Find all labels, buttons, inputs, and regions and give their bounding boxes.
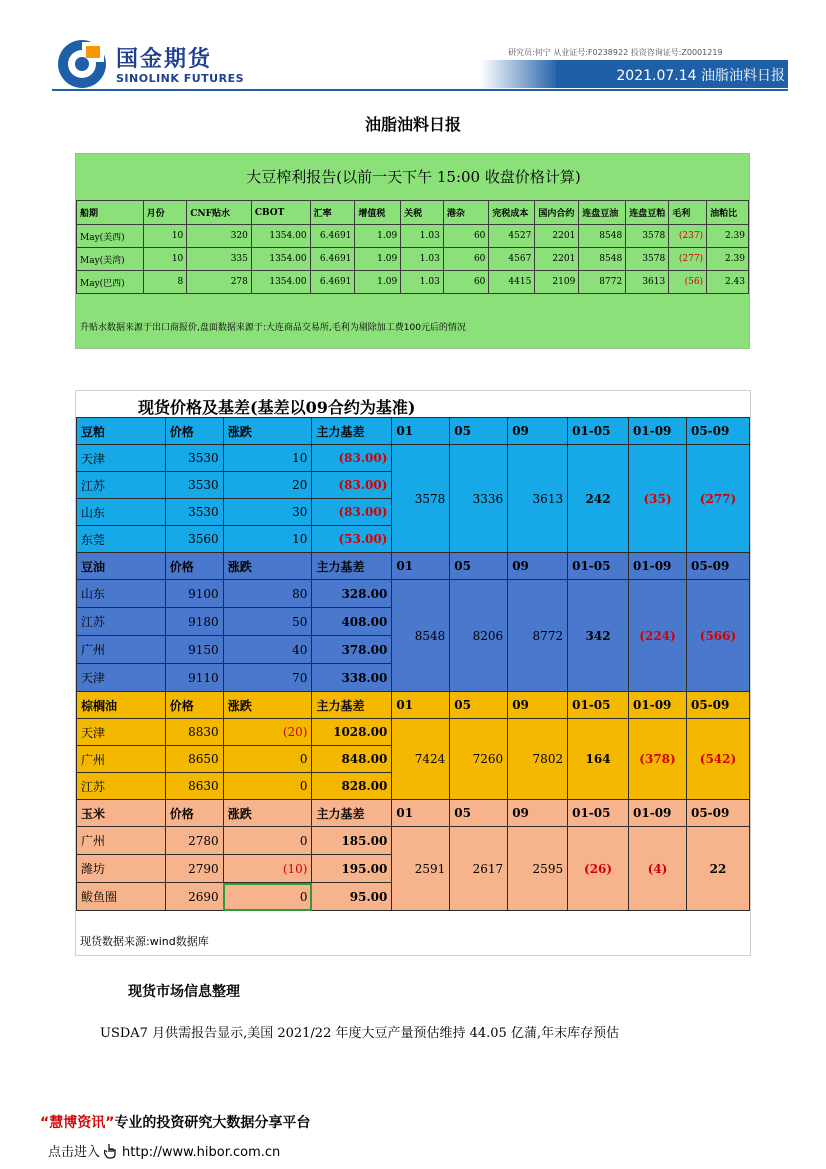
spot-header-cell: 01-05 [568, 553, 629, 580]
footer-slogan [40, 1112, 310, 1132]
spot-header-cell: 09 [508, 692, 568, 719]
crush-table-cell: 3578 [626, 248, 669, 271]
price-change: 0 [223, 773, 312, 800]
crush-table-cell: May(巴西) [77, 271, 144, 294]
spot-header-cell: 价格 [165, 800, 223, 827]
price-change: 20 [223, 472, 312, 499]
spot-price: 9110 [165, 664, 223, 692]
price-change: 0 [223, 746, 312, 773]
crush-header-cell: 连盘豆油 [579, 201, 626, 225]
footer-link-line [48, 1141, 280, 1160]
spot-table-title: 现货价格及基差(基差以09合约为基准) [138, 398, 416, 417]
crush-header-cell: CBOT [251, 201, 310, 225]
spot-header-cell: 01 [392, 800, 450, 827]
price-change: 10 [223, 445, 312, 472]
spot-header-cell: 09 [508, 800, 568, 827]
city-name: 山东 [77, 580, 166, 608]
spot-price: 8650 [165, 746, 223, 773]
city-name: 天津 [77, 664, 166, 692]
spot-header-cell: 价格 [165, 418, 223, 445]
crush-table-cell: 2.39 [707, 225, 749, 248]
main-basis: 378.00 [312, 636, 392, 664]
crush-table-cell: 10 [143, 248, 187, 271]
crush-table-cell: 4415 [489, 271, 535, 294]
spot-header-cell: 01 [392, 692, 450, 719]
city-name: 天津 [77, 719, 166, 746]
spot-price: 8830 [165, 719, 223, 746]
spot-header-cell: 05-09 [686, 800, 749, 827]
commodity-name: 豆粕 [77, 418, 166, 445]
spot-price: 3530 [165, 499, 223, 526]
main-basis: 848.00 [312, 746, 392, 773]
main-basis: 408.00 [312, 608, 392, 636]
spot-header-cell: 01-05 [568, 418, 629, 445]
main-basis: (83.00) [312, 445, 392, 472]
city-name: 鲅鱼圈 [77, 883, 166, 911]
spread-01-09: (224) [629, 580, 687, 692]
city-name: 江苏 [77, 608, 166, 636]
crush-table-header-row [77, 201, 749, 225]
crush-table-cell: (56) [669, 271, 707, 294]
spot-section-header-row [77, 692, 750, 719]
crush-table-cell: 335 [187, 248, 252, 271]
contract-05-price: 2617 [450, 827, 508, 911]
crush-header-cell: 完税成本 [489, 201, 535, 225]
city-name: 广州 [77, 746, 166, 773]
spot-header-cell: 09 [508, 553, 568, 580]
pointer-hand-icon [104, 1143, 118, 1159]
contract-09-price: 2595 [508, 827, 568, 911]
commodity-name: 豆油 [77, 553, 166, 580]
city-name: 东莞 [77, 526, 166, 553]
price-change: (20) [223, 719, 312, 746]
crush-table-cell: 2109 [535, 271, 579, 294]
main-basis: (83.00) [312, 472, 392, 499]
spread-01-05: 242 [568, 445, 629, 553]
crush-header-cell: 港杂 [443, 201, 489, 225]
spot-section-header-row [77, 418, 750, 445]
crush-table-cell: 1354.00 [251, 271, 310, 294]
brand-name-cn: 国金期货 [116, 47, 213, 72]
spot-header-cell: 01 [392, 418, 450, 445]
spot-header-cell: 价格 [165, 553, 223, 580]
spot-header-cell: 09 [508, 418, 568, 445]
spread-01-05: 164 [568, 719, 629, 800]
crush-margin-table [75, 153, 750, 349]
contract-09-price: 3613 [508, 445, 568, 553]
crush-table-cell: 1.09 [355, 248, 401, 271]
footer-link-url[interactable]: http://www.hibor.com.cn [122, 1145, 281, 1160]
main-basis: 828.00 [312, 773, 392, 800]
contract-05-price: 7260 [450, 719, 508, 800]
main-basis: (53.00) [312, 526, 392, 553]
spot-price: 9150 [165, 636, 223, 664]
researcher-info: 研究员:何宁 从业证号:F0238922 投资咨询证号:Z0001219 [508, 48, 723, 57]
crush-table-cell: 8772 [579, 271, 626, 294]
crush-table-cell: May(美湾) [77, 248, 144, 271]
crush-table-cell: 60 [443, 225, 489, 248]
crush-table-cell: (277) [669, 248, 707, 271]
city-name: 江苏 [77, 472, 166, 499]
price-change: 0 [223, 827, 312, 855]
contract-09-price: 7802 [508, 719, 568, 800]
price-change: 40 [223, 636, 312, 664]
spot-price: 9100 [165, 580, 223, 608]
price-change: 30 [223, 499, 312, 526]
spot-data-row [77, 445, 750, 472]
spot-header-cell: 01-09 [629, 692, 687, 719]
crush-table-cell: 3613 [626, 271, 669, 294]
city-name: 广州 [77, 636, 166, 664]
spread-05-09: 22 [686, 827, 749, 911]
main-basis: 338.00 [312, 664, 392, 692]
contract-01-price: 8548 [392, 580, 450, 692]
spot-header-cell: 05 [450, 418, 508, 445]
crush-table-cell: 3578 [626, 225, 669, 248]
crush-table-cell: 2.39 [707, 248, 749, 271]
spot-price-table [75, 390, 751, 956]
city-name: 江苏 [77, 773, 166, 800]
spot-header-cell: 主力基差 [312, 800, 392, 827]
spot-header-cell: 涨跌 [223, 692, 312, 719]
crush-table-cell: 1.03 [401, 225, 444, 248]
header-band-fade [480, 60, 560, 88]
spot-header-cell: 05-09 [686, 418, 749, 445]
price-change: (10) [223, 855, 312, 883]
report-date-title: 2021.07.14 油脂油料日报 [616, 68, 785, 84]
crush-table-cell: 2201 [535, 248, 579, 271]
crush-table-cell: 1354.00 [251, 225, 310, 248]
crush-table-title: 大豆榨利报告(以前一天下午 15:00 收盘价格计算) [246, 168, 581, 186]
crush-header-cell: 月份 [143, 201, 187, 225]
spot-header-cell: 01-05 [568, 800, 629, 827]
city-name: 山东 [77, 499, 166, 526]
crush-table-cell: May(美西) [77, 225, 144, 248]
crush-table-row [77, 248, 749, 271]
crush-table-cell: 1.09 [355, 271, 401, 294]
spot-header-cell: 主力基差 [312, 692, 392, 719]
price-change: 10 [223, 526, 312, 553]
spot-price: 3530 [165, 472, 223, 499]
spread-01-09: (378) [629, 719, 687, 800]
spread-01-09: (35) [629, 445, 687, 553]
footer-link-prefix: 点击进入 [48, 1145, 101, 1160]
crush-table-cell: 278 [187, 271, 252, 294]
main-basis: 185.00 [312, 827, 392, 855]
crush-table-cell: 6.4691 [310, 248, 355, 271]
crush-table-note: 升贴水数据来源于出口商报价,盘面数据来源于:大连商品交易所,毛利为剔除加工费100元后的情况 [80, 323, 466, 333]
spot-data-row [77, 827, 750, 855]
commodity-name: 棕榈油 [77, 692, 166, 719]
crush-table-cell: (237) [669, 225, 707, 248]
spot-data-row [77, 719, 750, 746]
spot-price: 2780 [165, 827, 223, 855]
spread-05-09: (542) [686, 719, 749, 800]
crush-table-grid [76, 200, 749, 294]
crush-table-cell: 2201 [535, 225, 579, 248]
crush-header-cell: CNF贴水 [187, 201, 252, 225]
crush-table-cell: 8 [143, 271, 187, 294]
body-paragraph: USDA7 月供需报告显示,美国 2021/22 年度大豆产量预估维持 44.05 亿蒲,年末库存预估 [100, 1026, 620, 1041]
price-change[interactable]: 0 [223, 883, 312, 911]
footer-slogan-text: 专业的投资研究大数据分享平台 [114, 1115, 311, 1131]
contract-05-price: 3336 [450, 445, 508, 553]
crush-table-cell: 1.03 [401, 248, 444, 271]
spot-price: 3560 [165, 526, 223, 553]
crush-table-cell: 4567 [489, 248, 535, 271]
spread-01-05: 342 [568, 580, 629, 692]
crush-header-cell: 关税 [401, 201, 444, 225]
spot-header-cell: 01-09 [629, 418, 687, 445]
crush-header-cell: 汇率 [310, 201, 355, 225]
section-heading: 现货市场信息整理 [128, 984, 240, 1000]
crush-header-cell: 船期 [77, 201, 144, 225]
spot-section-header-row [77, 800, 750, 827]
spot-price: 3530 [165, 445, 223, 472]
spot-table-grid [76, 417, 750, 911]
crush-table-cell: 6.4691 [310, 225, 355, 248]
crush-header-cell: 连盘豆粕 [626, 201, 669, 225]
sinolink-logo-icon [56, 38, 108, 90]
page-title: 油脂油料日报 [364, 115, 461, 134]
brand-name-en: SINOLINK FUTURES [116, 72, 245, 85]
crush-table-cell: 8548 [579, 248, 626, 271]
spot-header-cell: 01-05 [568, 692, 629, 719]
crush-header-cell: 毛利 [669, 201, 707, 225]
contract-01-price: 7424 [392, 719, 450, 800]
crush-table-cell: 1.09 [355, 225, 401, 248]
crush-table-cell: 1.03 [401, 271, 444, 294]
main-basis: 195.00 [312, 855, 392, 883]
crush-table-cell: 8548 [579, 225, 626, 248]
spot-price: 8630 [165, 773, 223, 800]
spot-header-cell: 涨跌 [223, 800, 312, 827]
price-change: 70 [223, 664, 312, 692]
crush-table-cell: 60 [443, 271, 489, 294]
spot-section-header-row [77, 553, 750, 580]
spot-header-cell: 05-09 [686, 553, 749, 580]
spot-price: 2790 [165, 855, 223, 883]
spot-price: 2690 [165, 883, 223, 911]
spot-header-cell: 01-09 [629, 800, 687, 827]
spot-header-cell: 涨跌 [223, 418, 312, 445]
main-basis: 1028.00 [312, 719, 392, 746]
spot-header-cell: 主力基差 [312, 553, 392, 580]
crush-table-cell: 6.4691 [310, 271, 355, 294]
price-change: 80 [223, 580, 312, 608]
crush-header-cell: 油粕比 [707, 201, 749, 225]
crush-table-row [77, 271, 749, 294]
spot-header-cell: 主力基差 [312, 418, 392, 445]
spot-header-cell: 05 [450, 553, 508, 580]
spot-data-row [77, 580, 750, 608]
crush-table-cell: 320 [187, 225, 252, 248]
spot-header-cell: 05-09 [686, 692, 749, 719]
spread-01-09: (4) [629, 827, 687, 911]
contract-01-price: 2591 [392, 827, 450, 911]
spread-05-09: (566) [686, 580, 749, 692]
main-basis: 95.00 [312, 883, 392, 911]
spot-price: 9180 [165, 608, 223, 636]
city-name: 广州 [77, 827, 166, 855]
crush-header-cell: 国内合约 [535, 201, 579, 225]
contract-09-price: 8772 [508, 580, 568, 692]
city-name: 潍坊 [77, 855, 166, 883]
spot-header-cell: 05 [450, 692, 508, 719]
price-change: 50 [223, 608, 312, 636]
spot-header-cell: 价格 [165, 692, 223, 719]
spot-header-cell: 01 [392, 553, 450, 580]
header-divider [52, 89, 788, 91]
commodity-name: 玉米 [77, 800, 166, 827]
city-name: 天津 [77, 445, 166, 472]
crush-table-cell: 10 [143, 225, 187, 248]
spot-table-note: 现货数据来源:wind数据库 [80, 935, 209, 948]
crush-table-cell: 1354.00 [251, 248, 310, 271]
crush-table-cell: 4527 [489, 225, 535, 248]
crush-table-row [77, 225, 749, 248]
spread-05-09: (277) [686, 445, 749, 553]
main-basis: (83.00) [312, 499, 392, 526]
crush-header-cell: 增值税 [355, 201, 401, 225]
spot-header-cell: 05 [450, 800, 508, 827]
footer-brand-quote: “慧博资讯” [40, 1115, 115, 1131]
contract-01-price: 3578 [392, 445, 450, 553]
main-basis: 328.00 [312, 580, 392, 608]
spot-header-cell: 01-09 [629, 553, 687, 580]
crush-table-cell: 2.43 [707, 271, 749, 294]
spread-01-05: (26) [568, 827, 629, 911]
crush-table-cell: 60 [443, 248, 489, 271]
contract-05-price: 8206 [450, 580, 508, 692]
spot-header-cell: 涨跌 [223, 553, 312, 580]
